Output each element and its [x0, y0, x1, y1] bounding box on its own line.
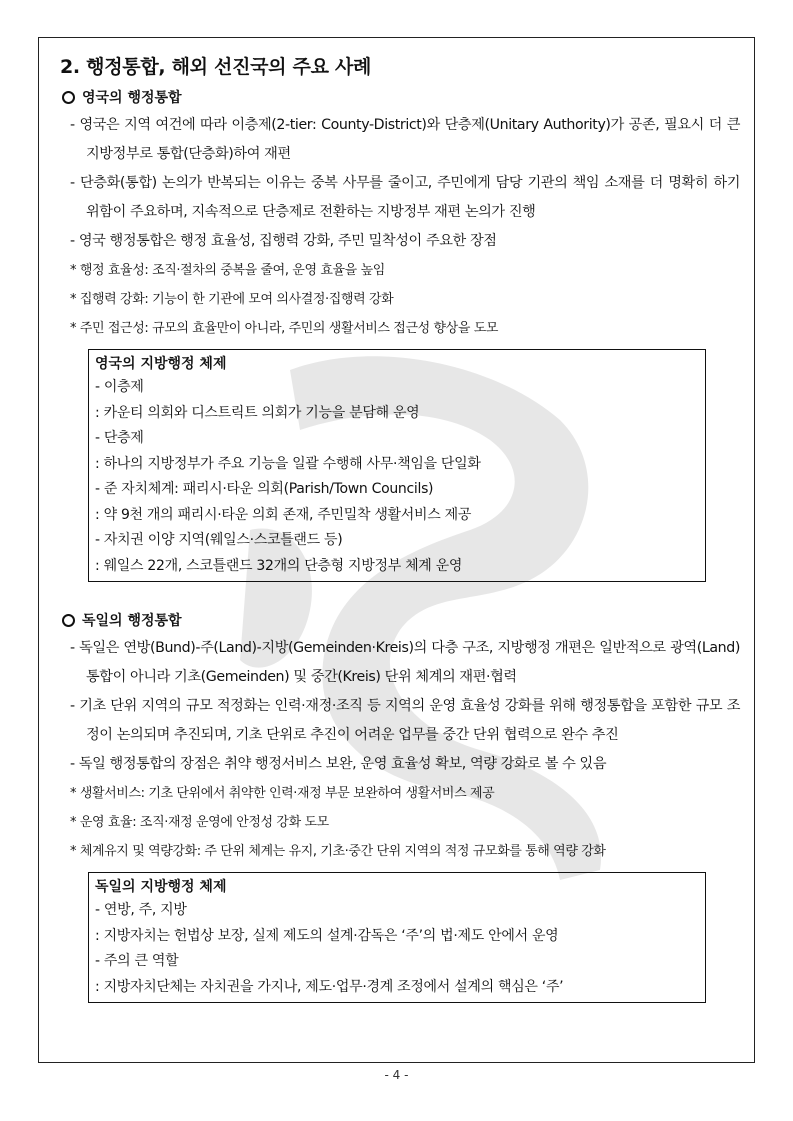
uk-box-line-4: : 하나의 지방정부가 주요 기능을 일괄 수행해 사무·책임을 단일화 [95, 455, 481, 472]
de-heading-text: 독일의 행정통합 [82, 613, 182, 629]
de-section-heading [62, 610, 740, 630]
uk-note-1: * 행정 효율성: 조직·절차의 중복을 줄여, 운영 효율을 높임 [70, 263, 385, 278]
uk-box-line-8: : 웨일스 22개, 스코틀랜드 32개의 단층형 지방정부 체계 운영 [95, 557, 463, 574]
section-spacer [60, 582, 740, 604]
de-box-line-3: - 주의 큰 역할 [95, 953, 179, 969]
uk-section-heading [62, 87, 740, 107]
de-note-3: * 체계유지 및 역량강화: 주 단위 체계는 유지, 기초·중간 단위 지역의 적정 규모화를 통해 역량 강화 [70, 844, 606, 859]
de-box-line-2: : 지방자치는 헌법상 보장, 실제 제도의 설계·감독은 ‘주’의 법·제도 안에서 운영 [95, 927, 559, 944]
de-box-line-4: : 지방자치단체는 자치권을 가지나, 제도·업무·경계 조정에서 설계의 핵심은 ‘주’ [95, 978, 564, 995]
de-note-2: * 운영 효율: 조직·재정 운영에 안정성 강화 도모 [70, 815, 329, 830]
de-box-line-1: - 연방, 주, 지방 [95, 902, 187, 918]
page-title: 2. 행정통합, 해외 선진국의 주요 사례 [60, 56, 372, 78]
de-bullet-1: - 독일은 연방(Bund)-주(Land)-지방(Gemeinden·Kreis)의 다층 구조, 지방행정 개편은 일반적으로 광역(Land) 통합이 아니라 기초(Gemeinden) 및 중간(Kreis) 단위 체계의 재편·협력 [70, 640, 740, 685]
uk-heading-text: 영국의 행정통합 [82, 90, 182, 106]
uk-bullet-2: - 단층화(통합) 논의가 반복되는 이유는 중복 사무를 줄이고, 주민에게 담당 기관의 책임 소재를 더 명확히 하기 위함이 주요하며, 지속적으로 단층제로 전환하는 지방정부 재편 논의가 진행 [70, 175, 740, 220]
de-bullet-2: - 기초 단위 지역의 규모 적정화는 인력·재정·조직 등 지역의 운영 효율성 강화를 위해 행정통합을 포함한 규모 조정이 논의되며 추진되며, 기초 단위로 추진이 어려운 업무를 중간 단위 협력으로 완수 추진 [70, 698, 740, 743]
de-bullet-3: - 독일 행정통합의 장점은 취약 행정서비스 보완, 운영 효율성 확보, 역량 강화로 볼 수 있음 [70, 756, 607, 772]
uk-box-title: 영국의 지방행정 체제 [95, 356, 227, 372]
de-note-1: * 생활서비스: 기초 단위에서 취약한 인력·재정 부문 보완하여 생활서비스 제공 [70, 786, 495, 801]
document-body [60, 52, 740, 1003]
uk-bullet-1: - 영국은 지역 여건에 따라 이층제(2-tier: County-District)와 단층제(Unitary Authority)가 공존, 필요시 더 큰 지방정부로 통합(단층화)하여 재편 [70, 117, 740, 162]
circle-bullet-icon [62, 91, 75, 104]
page-number: - 4 - [384, 1068, 409, 1082]
circle-bullet-icon [62, 614, 75, 627]
uk-system-box [88, 349, 706, 582]
uk-note-2: * 집행력 강화: 기능이 한 기관에 모여 의사결정·집행력 강화 [70, 292, 394, 307]
de-box-title: 독일의 지방행정 체제 [95, 879, 227, 895]
uk-box-line-2: : 카운티 의회와 디스트릭트 의회가 기능을 분담해 운영 [95, 404, 420, 421]
uk-note-3: * 주민 접근성: 규모의 효율만이 아니라, 주민의 생활서비스 접근성 향상을 도모 [70, 321, 499, 336]
uk-box-line-6: : 약 9천 개의 패리시·타운 의회 존재, 주민밀착 생활서비스 제공 [95, 506, 472, 523]
uk-box-line-7: - 자치권 이양 지역(웨일스·스코틀랜드 등) [95, 532, 343, 548]
uk-box-line-1: - 이층제 [95, 379, 144, 395]
uk-bullet-3: - 영국 행정통합은 행정 효율성, 집행력 강화, 주민 밀착성이 주요한 장점 [70, 233, 497, 249]
uk-box-line-5: - 준 자치체계: 패리시·타운 의회(Parish/Town Councils) [95, 481, 434, 497]
uk-box-line-3: - 단층제 [95, 430, 144, 446]
de-system-box [88, 872, 706, 1003]
